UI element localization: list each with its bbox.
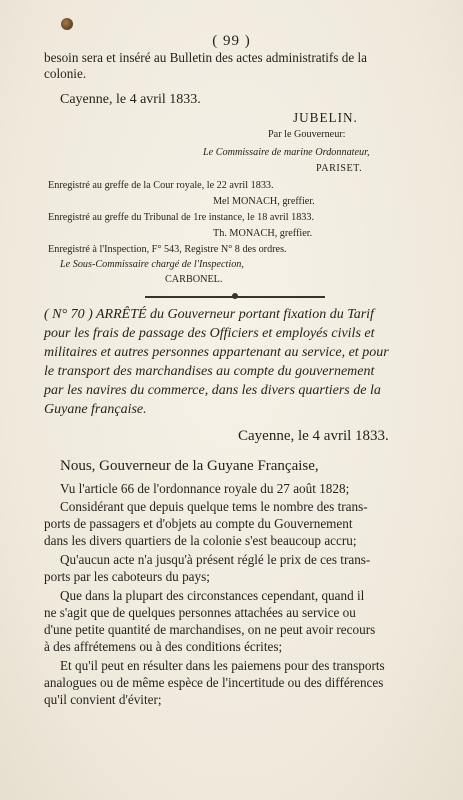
body-line: Considérant que depuis quelque tems le nombre des trans- — [60, 499, 368, 514]
signature: PARISET. — [316, 163, 363, 174]
nous-line: Nous, Gouverneur de la Guyane Française, — [60, 458, 319, 474]
decree-title-line: Guyane française. — [44, 402, 147, 417]
body-line: ports de passagers et d'objets au compte du Gouvernement — [44, 516, 353, 531]
text-line: besoin sera et inséré au Bulletin des actes administratifs de la — [44, 50, 367, 65]
decree-title-line: le transport des marchandises au compte du gouvernement — [44, 364, 375, 379]
body-line: dans les divers quartiers de la colonie s'est beaucoup accru; — [44, 533, 357, 548]
body-line: qu'il convient d'éviter; — [44, 692, 162, 707]
decree-title-line: ( N° 70 ) ARRÊTÉ du Gouverneur portant fixation du Tarif — [44, 307, 374, 322]
decree-title-line: pour les frais de passage des Officiers et employés civils et — [44, 326, 375, 341]
body-line: Vu l'article 66 de l'ordonnance royale du 27 août 1828; — [60, 481, 350, 496]
place-date: Cayenne, le 4 avril 1833. — [60, 92, 201, 107]
body-line: ne s'agit que de quelques personnes attachées au service ou — [44, 605, 356, 620]
page-stain — [61, 18, 73, 30]
registration-line: CARBONEL. — [165, 274, 223, 285]
body-line: Et qu'il peut en résulter dans les paiemens pour des transports — [60, 658, 385, 673]
section-divider-ornament — [232, 293, 238, 299]
registration-line: Mel MONACH, greffier. — [213, 196, 315, 207]
par-gouverneur: Par le Gouverneur: — [268, 129, 346, 140]
text-line: colonie. — [44, 66, 87, 81]
registration-line: Enregistré à l'Inspection, F° 543, Registre N° 8 des ordres. — [48, 244, 287, 255]
decree-title-line: militaires et autres personnes appartenant au service, et pour — [44, 345, 389, 360]
registration-line: Le Sous-Commissaire chargé de l'Inspection, — [60, 259, 244, 270]
registration-line: Enregistré au greffe du Tribunal de 1re instance, le 18 avril 1833. — [48, 212, 315, 223]
decree-title-line: par les navires du commerce, dans les divers quartiers de la — [44, 383, 381, 398]
body-line: d'une petite quantité de marchandises, on ne peut avoir recours — [44, 622, 376, 637]
body-line: analogues ou de même espèce de l'incertitude ou des différences — [44, 675, 384, 690]
body-line: à des affrétemens ou à des conditions écrites; — [44, 639, 283, 654]
place-date: Cayenne, le 4 avril 1833. — [238, 428, 389, 444]
registration-line: Enregistré au greffe de la Cour royale, le 22 avril 1833. — [48, 180, 274, 191]
body-line: Que dans la plupart des circonstances cependant, quand il — [60, 588, 365, 603]
page-number: ( 99 ) — [212, 33, 251, 49]
signature: JUBELIN. — [293, 110, 358, 125]
commissaire-line: Le Commissaire de marine Ordonnateur, — [203, 147, 370, 158]
body-line: ports par les caboteurs du pays; — [44, 569, 210, 584]
body-line: Qu'aucun acte n'a jusqu'à présent réglé le prix de ces trans- — [60, 552, 371, 567]
registration-line: Th. MONACH, greffier. — [213, 228, 313, 239]
